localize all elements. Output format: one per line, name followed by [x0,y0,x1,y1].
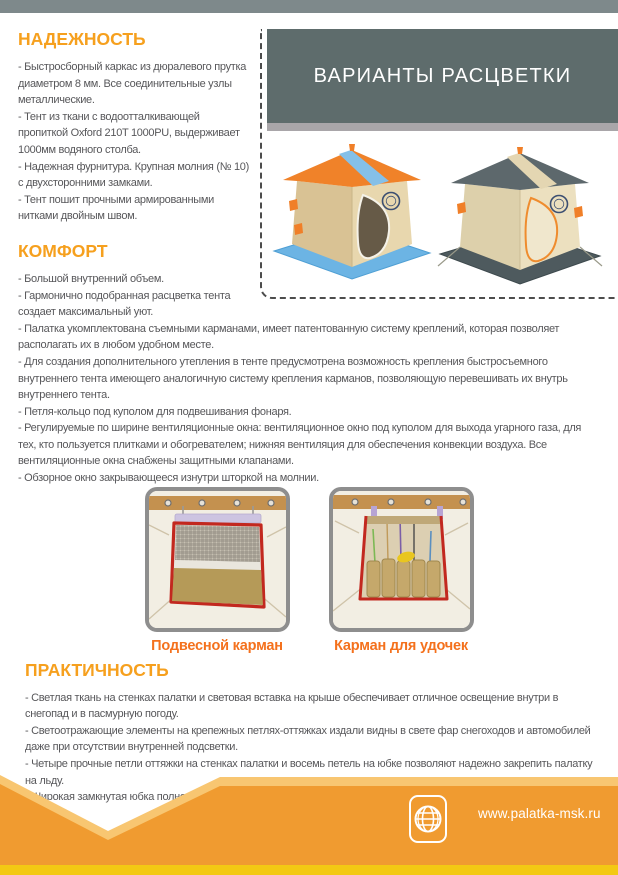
hanging-pocket-photo [145,487,290,632]
footer [0,775,618,875]
feature-item: - Большой внутренний объем. [18,272,164,285]
feature-item: - Палатка укомплектована съемными карманами, имеет патентованную систему креплений, которая позволяет располагать их в любом удобном месте. [18,322,560,352]
pocket-photos-row [18,487,600,654]
top-gray-strip [0,0,618,13]
rod-pocket-photo [329,487,474,632]
website-link[interactable]: www.palatka-msk.ru [478,806,601,821]
feature-item: - Надежная фурнитура. Крупная молния (№ 10) с двухсторонними замками. [18,160,249,190]
feature-item: - Гармонично подобранная расцветка тента создает максимальный уют. [18,289,231,319]
feature-item: - Быстросборный каркас из дюралевого прутка диаметром 8 мм. Все соединительные узлы металлические. [18,61,247,107]
hanging-pocket-label: Подвесной карман [151,637,283,654]
rod-pocket-label: Карман для удочек [334,637,468,654]
rod-pocket-figure [329,487,474,654]
feature-item: - Светоотражающие элементы на крепежных петлях-оттяжках издали видны в свете фар снегоходов и автомобилей даже при отсутствии внутренней подсветки. [25,724,591,754]
globe-icon [409,795,447,843]
section-title-comfort: КОМФОРТ [18,240,108,261]
tent-photo-gray-variant [434,142,606,294]
hanging-pocket-illustration [149,491,286,628]
tent-photo-orange-variant [270,139,434,291]
comfort-items [18,271,600,487]
feature-item: - Тент из ткани с водоотталкивающей пропиткой Oxford 210T 1000PU, выдерживает 1000мм водяного столба. [18,110,240,156]
rod-pocket-illustration [333,491,470,628]
content-area [0,29,618,806]
feature-item: - Регулируемые по ширине вентиляционные окна: вентиляционное окно под куполом для выхода угарного газа, для тех, кто пользуется плитками и обогревателем; нижняя вентиляция для обеспечения конвекции воздуха. Все вентиляционные окна снабжены защитными клапанами. [18,422,582,468]
footer-band [0,775,618,875]
section-title-reliability: НАДЕЖНОСТЬ [18,29,146,49]
feature-item: - Для создания дополнительного утепления в тенте предусмотрена возможность крепления быстросъемного внутреннего тента имеющего аналогичную систему крепления карманов, позволяющую перевешивать их внутрь внутреннего тента. [18,355,568,402]
feature-item: - Петля-кольцо под куполом для подвешивания фонаря. [18,405,292,418]
feature-item: - Обзорное окно закрывающееся изнутри шторкой на молнии. [18,472,319,485]
feature-item: - Тент пошит прочными армированными нитками двойным швом. [18,193,214,223]
hanging-pocket-figure [145,487,290,654]
color-variants-title: ВАРИАНТЫ РАСЦВЕТКИ [313,64,572,87]
color-variants-panel [258,29,618,301]
feature-item: - Светлая ткань на стенках палатки и световая вставка на крыше обеспечивает отличное освещение внутри в снегопад и в пасмурную погоду. [25,691,559,721]
feature-item: - Четыре прочные петли оттяжки на стенках палатки и восемь петель на юбке позволяют надежно закрепить палатку на льду. [25,758,593,787]
section-title-practicality: ПРАКТИЧНОСТЬ [25,659,169,680]
